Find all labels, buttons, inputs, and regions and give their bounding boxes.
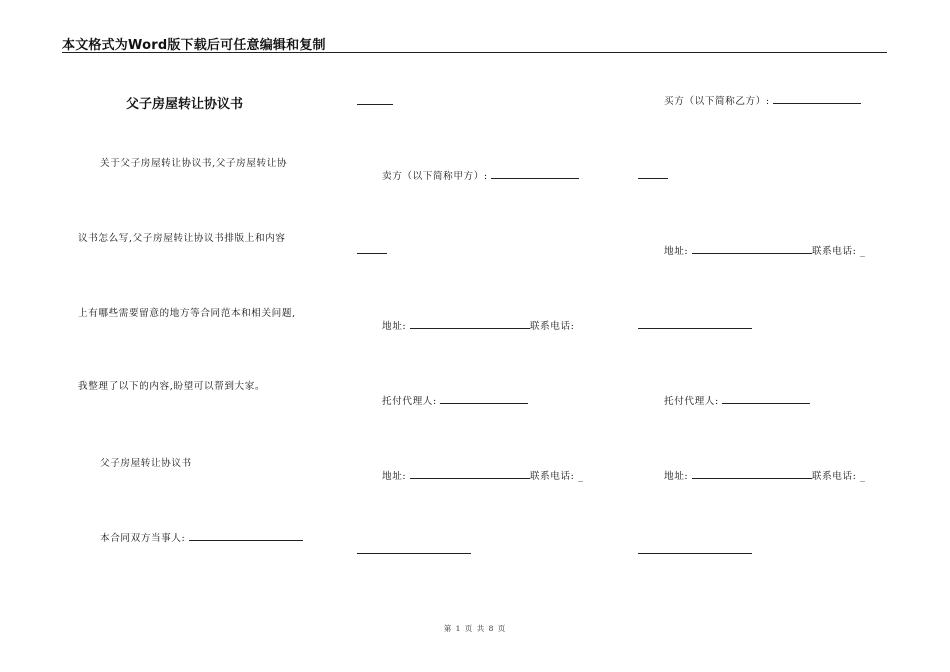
seller-address-line bbox=[382, 318, 575, 332]
intro-line-3: 上有哪些需要留意的地方等合同范本和相关问题, bbox=[78, 308, 296, 319]
agent-label: 托付代理人: bbox=[664, 396, 719, 407]
phone-label: 联系电话: _ bbox=[811, 471, 866, 482]
address-blank[interactable] bbox=[692, 469, 812, 479]
agent-label: 托付代理人: bbox=[382, 396, 437, 407]
agent-blank[interactable] bbox=[440, 394, 528, 404]
seller-blank[interactable] bbox=[491, 169, 579, 179]
buyer-blank[interactable] bbox=[773, 94, 861, 104]
buyer-line bbox=[664, 93, 861, 107]
intro-line-4: 我整理了以下的内容,盼望可以帮到大家。 bbox=[78, 381, 266, 392]
buyer-address-line bbox=[664, 243, 866, 257]
header-rule bbox=[62, 52, 887, 53]
seller-agent-line bbox=[382, 393, 528, 407]
blank-line[interactable] bbox=[638, 328, 752, 329]
address-label: 地址: bbox=[382, 471, 407, 482]
parties-line bbox=[100, 530, 303, 544]
agreement-subtitle: 父子房屋转让协议书 bbox=[100, 458, 192, 469]
address-blank[interactable] bbox=[410, 319, 530, 329]
blank-line[interactable] bbox=[638, 178, 668, 179]
intro-line-1: 关于父子房屋转让协议书,父子房屋转让协 bbox=[100, 158, 288, 169]
document-header: 本文格式为Word版下载后可任意编辑和复制 bbox=[62, 38, 326, 53]
phone-label: 联系电话: bbox=[529, 321, 575, 332]
buyer-address2-line bbox=[664, 468, 866, 482]
address-label: 地址: bbox=[382, 321, 407, 332]
buyer-agent-line bbox=[664, 393, 810, 407]
intro-line-2: 议书怎么写,父子房屋转让协议书排版上和内容 bbox=[78, 233, 286, 244]
document-title: 父子房屋转让协议书 bbox=[126, 97, 244, 112]
phone-label: 联系电话: _ bbox=[529, 471, 584, 482]
blank-line[interactable] bbox=[357, 253, 387, 254]
address-blank[interactable] bbox=[410, 469, 530, 479]
seller-address2-line bbox=[382, 468, 584, 482]
parties-blank[interactable] bbox=[189, 531, 303, 541]
page-number: 第 1 页 共 8 页 bbox=[443, 624, 507, 633]
parties-label: 本合同双方当事人: bbox=[100, 533, 186, 544]
buyer-label: 买方（以下简称乙方）: bbox=[664, 96, 770, 107]
address-blank[interactable] bbox=[692, 244, 812, 254]
seller-label: 卖方（以下简称甲方）: bbox=[382, 171, 488, 182]
blank-line[interactable] bbox=[357, 104, 393, 105]
blank-line[interactable] bbox=[638, 553, 752, 554]
agent-blank[interactable] bbox=[722, 394, 810, 404]
seller-line bbox=[382, 168, 579, 182]
phone-label: 联系电话: _ bbox=[811, 246, 866, 257]
blank-line[interactable] bbox=[357, 553, 471, 554]
address-label: 地址: bbox=[664, 246, 689, 257]
address-label: 地址: bbox=[664, 471, 689, 482]
